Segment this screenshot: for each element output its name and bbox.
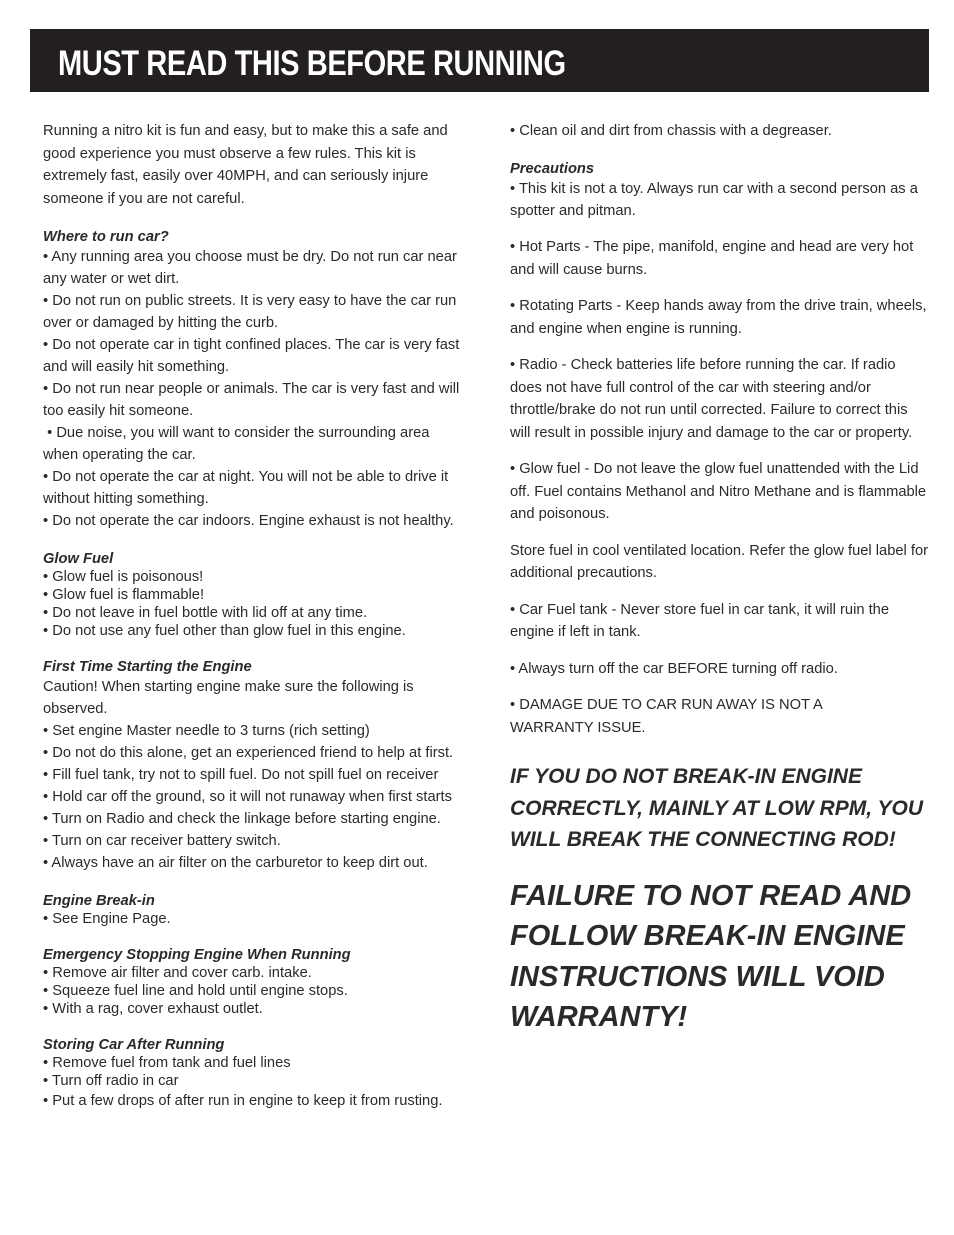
list-item: • Glow fuel is poisonous!: [43, 569, 204, 585]
precaution-paragraph: • Always turn off the car BEFORE turning off radio.: [510, 660, 838, 677]
list-item: • See Engine Page.: [43, 911, 171, 927]
list-item: • Do not operate the car at night. You will not be able to drive it without hitting something.: [43, 469, 449, 507]
list-item: • Do not use any fuel other than glow fuel in this engine.: [43, 623, 406, 639]
list-item: • Squeeze fuel line and hold until engine stops.: [43, 983, 348, 999]
storing-list: [43, 1054, 463, 1112]
first-start-list: [43, 676, 463, 874]
right-column: [510, 120, 930, 1038]
list-item: • Hold car off the ground, so it will not runaway when first starts: [43, 789, 452, 805]
precautions-heading: Precautions: [510, 161, 595, 177]
clean-block: [510, 120, 930, 142]
list-item: • Fill fuel tank, try not to spill fuel. Do not spill fuel on receiver: [43, 767, 439, 783]
where-list: [43, 246, 463, 532]
storing-heading: Storing Car After Running: [43, 1037, 225, 1053]
list-item: • Do not operate car in tight confined places. The car is very fast and will easily hit something.: [43, 337, 460, 375]
precaution-paragraph: • DAMAGE DUE TO CAR RUN AWAY IS NOT A WARRANTY ISSUE.: [510, 697, 823, 736]
intro-paragraph: Running a nitro kit is fun and easy, but to make this a safe and good experience you must observe a few rules. This kit is extremely fast, easily over 40MPH, and can seriously injure someone if you are not careful.: [43, 123, 448, 207]
warranty-warning: FAILURE TO NOT READ AND FOLLOW BREAK-IN ENGINE INSTRUCTIONS WILL VOID WARRANTY!: [510, 879, 912, 1033]
emergency-heading: Emergency Stopping Engine When Running: [43, 947, 351, 963]
list-item: • Do not operate the car indoors. Engine exhaust is not healthy.: [43, 513, 454, 529]
page-title: MUST READ THIS BEFORE RUNNING: [58, 44, 566, 83]
left-column: [43, 120, 463, 1112]
list-item: • Always have an air filter on the carburetor to keep dirt out.: [43, 855, 428, 871]
emergency-list: [43, 964, 463, 1018]
list-item: • Turn on car receiver battery switch.: [43, 833, 281, 849]
list-item: • Any running area you choose must be dry. Do not run car near any water or wet dirt.: [43, 249, 457, 287]
precaution-paragraph: • Rotating Parts - Keep hands away from the drive train, wheels, and engine when engine is running.: [510, 298, 927, 337]
list-item: • Do not run near people or animals. The car is very fast and will too easily hit someone.: [43, 381, 460, 419]
list-item: • With a rag, cover exhaust outlet.: [43, 1001, 263, 1017]
list-item: • Do not do this alone, get an experienced friend to help at first.: [43, 745, 454, 761]
break-in-list: [43, 910, 463, 928]
glow-fuel-list: [43, 568, 463, 640]
title-banner: [30, 29, 929, 92]
list-item: • Put a few drops of after run in engine to keep it from rusting.: [43, 1093, 443, 1109]
precaution-paragraph: • Radio - Check batteries life before running the car. If radio does not have full control of the car with steering and/or throttle/brake do not run until corrected. Failure to correct this will result in possible injury and damage to the car or property.: [510, 357, 913, 441]
break-in-warning: IF YOU DO NOT BREAK-IN ENGINE CORRECTLY, MAINLY AT LOW RPM, YOU WILL BREAK THE CONNECTING ROD!: [510, 765, 924, 851]
first-start-heading: First Time Starting the Engine: [43, 659, 252, 675]
list-item: • Remove air filter and cover carb. intake.: [43, 965, 312, 981]
list-item: • Remove fuel from tank and fuel lines: [43, 1055, 291, 1071]
precaution-paragraph: • Car Fuel tank - Never store fuel in car tank, it will ruin the engine if left in tank.: [510, 601, 889, 640]
list-item: • Set engine Master needle to 3 turns (rich setting): [43, 723, 370, 739]
glow-fuel-heading: Glow Fuel: [43, 551, 114, 567]
where-heading: Where to run car?: [43, 229, 169, 245]
list-item: • This kit is not a toy. Always run car with a second person as a spotter and pitman.: [510, 181, 918, 219]
list-item: • Clean oil and dirt from chassis with a degreaser.: [510, 123, 832, 139]
precaution-paragraph: • Hot Parts - The pipe, manifold, engine and head are very hot and will cause burns.: [510, 239, 914, 278]
break-in-heading: Engine Break-in: [43, 893, 155, 909]
list-item: • Do not run on public streets. It is very easy to have the car run over or damaged by hitting the curb.: [43, 293, 457, 331]
list-item: • Do not leave in fuel bottle with lid off at any time.: [43, 605, 368, 621]
list-item: • Glow fuel is flammable!: [43, 587, 205, 603]
precaution-paragraph: • Glow fuel - Do not leave the glow fuel unattended with the Lid off. Fuel contains Methanol and Nitro Methane and is flammable and poisonous.: [510, 461, 927, 522]
list-item: • Due noise, you will want to consider the surrounding area when operating the car.: [43, 425, 434, 463]
list-item: • Turn on Radio and check the linkage before starting engine.: [43, 811, 441, 827]
precaution-paragraph: Store fuel in cool ventilated location. Refer the glow fuel label for additional precautions.: [510, 542, 929, 581]
list-item: • Turn off radio in car: [43, 1073, 179, 1089]
list-item: Caution! When starting engine make sure the following is observed.: [43, 679, 414, 717]
precautions-first-block: [510, 178, 930, 222]
